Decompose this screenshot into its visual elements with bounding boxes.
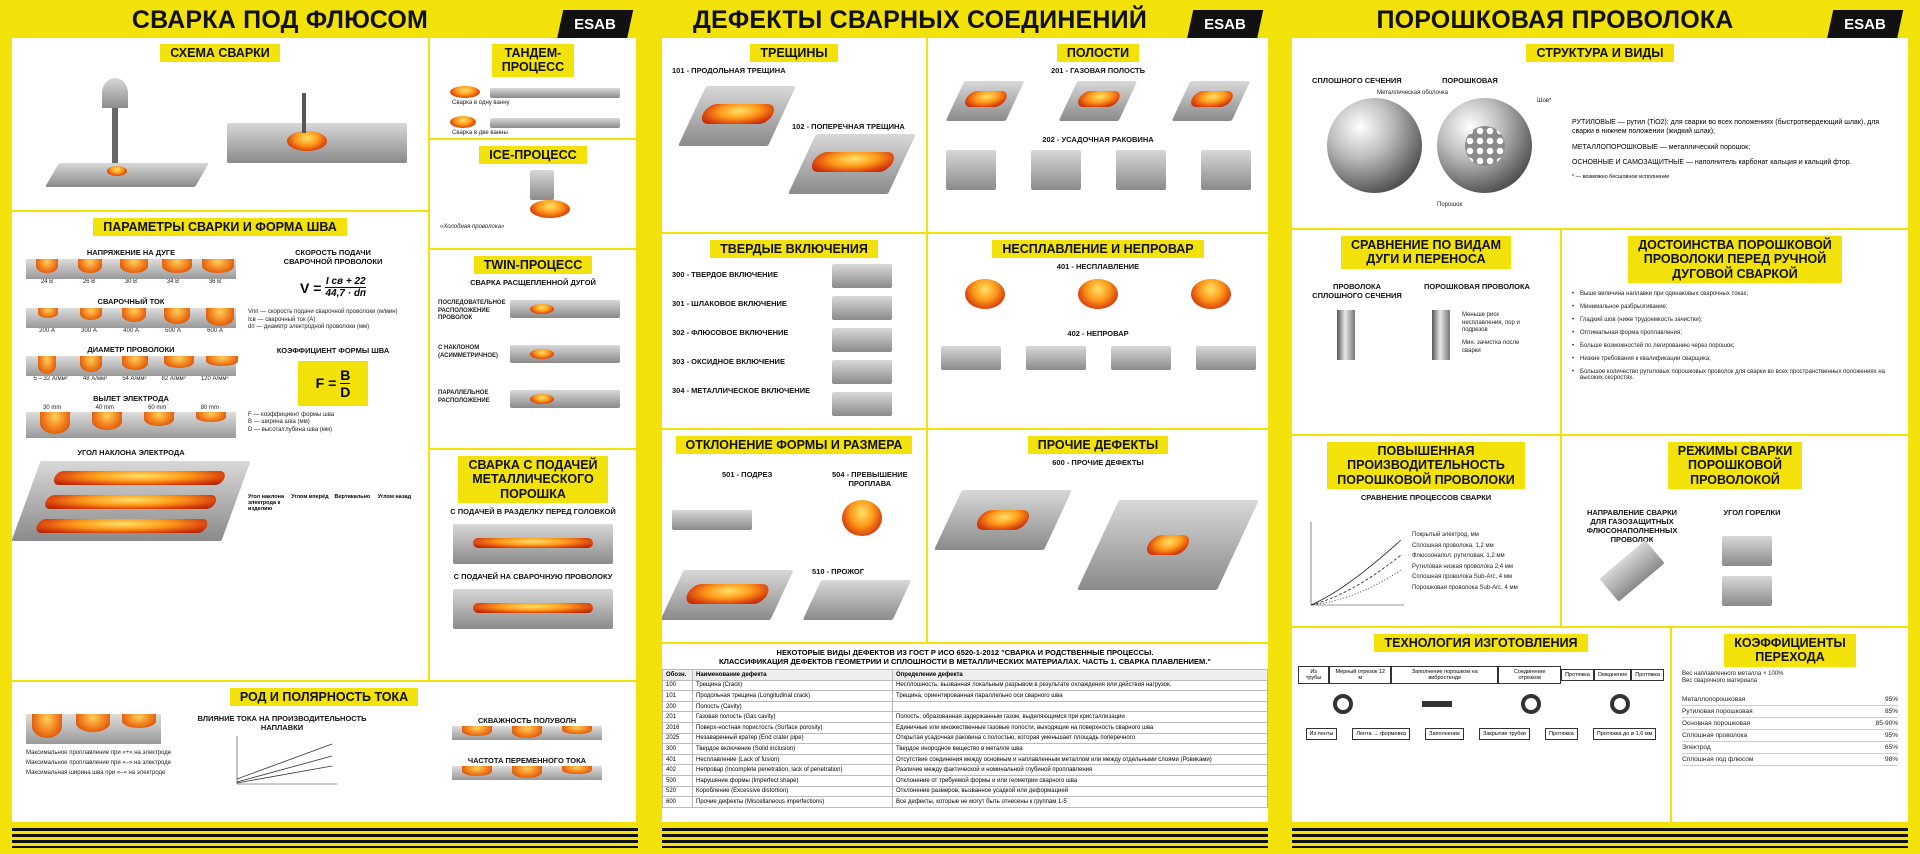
table-cell: Различие между фактической и номинальной глубиной проплавления bbox=[893, 765, 1268, 776]
coef-row bbox=[1682, 730, 1898, 742]
defect-item: 402 - НЕПРОВАР bbox=[1067, 329, 1129, 339]
speed-heading: СКОРОСТЬ ПОДАЧИ СВАРОЧНОЙ ПРОВОЛОКИ bbox=[283, 248, 383, 266]
poster-title: СВАРКА ПОД ФЛЮСОМ bbox=[131, 6, 429, 34]
table-header: Наименование дефекта bbox=[693, 670, 893, 681]
pol-legend: Максимальная ширина шва при «–» на электроде bbox=[26, 770, 166, 776]
table-cell: 200 bbox=[663, 701, 693, 712]
pol-subtitle: ВЛИЯНИЕ ТОКА НА ПРОИЗВОДИТЕЛЬНОСТЬ НАПЛАВКИ bbox=[197, 714, 367, 732]
section-twin bbox=[430, 250, 638, 450]
poster-submerged-arc bbox=[0, 0, 650, 854]
table-cell: Незаваренный кратер (End crater pipe) bbox=[693, 733, 893, 744]
advantage-item: • Гладкий шов (ниже трудоемкость зачистки); bbox=[1580, 317, 1904, 323]
section-heading: РЕЖИМЫ СВАРКИ ПОРОШКОВОЙ ПРОВОЛОКОЙ bbox=[1668, 442, 1803, 489]
process-step: Протяжка bbox=[1561, 669, 1594, 681]
wire-types: РУТИЛОВЫЕ — рутил (TiO2): для сварки во всех положениях (быстротвердеющий шлак), для сварки в нижнем положении (жидкий шлак); МЕТАЛЛОПОРОШКОВЫЕ — металлический порошок; ОСНОВНЫЕ И САМОЗАЩИТНЫЕ — наполнитель карбонат кальция и кальций фтор. * — возможно бесшовное исполнение bbox=[1572, 119, 1880, 180]
table-row bbox=[663, 680, 1268, 691]
section-heading: ПРОЧИЕ ДЕФЕКТЫ bbox=[1028, 436, 1169, 454]
prod-legend bbox=[1412, 532, 1557, 595]
modes-subtitle: НАПРАВЛЕНИЕ СВАРКИ ДЛЯ ГАЗОЗАЩИТНЫХ ФЛЮСОНАПОЛНЕННЫХ ПРОВОЛОК bbox=[1586, 508, 1678, 544]
coef-label: Электрод bbox=[1682, 743, 1711, 751]
stickout-beads bbox=[26, 412, 236, 438]
solid-label: СПЛОШНОГО СЕЧЕНИЯ bbox=[1312, 76, 1402, 85]
coef-value: 95% bbox=[1884, 731, 1898, 739]
section-other bbox=[928, 430, 1268, 644]
process-step: Протяжка до ø 1,6 мм bbox=[1593, 728, 1657, 740]
table-cell bbox=[893, 701, 1268, 712]
section-advantages bbox=[1562, 230, 1908, 436]
section-shape bbox=[662, 430, 928, 644]
defect-item: 304 - МЕТАЛЛИЧЕСКОЕ ВКЛЮЧЕНИЕ bbox=[672, 386, 811, 395]
coef-value: 85% bbox=[1884, 707, 1898, 715]
table-row bbox=[663, 691, 1268, 702]
table-cell: 300 bbox=[663, 744, 693, 755]
section-heading: ДОСТОИНСТВА ПОРОШКОВОЙ ПРОВОЛОКИ ПЕРЕД РУЧНОЙ ДУГОВОЙ СВАРКОЙ bbox=[1628, 236, 1842, 283]
legend-item: Флюсоонапол. рутиловая, 1,2 мм bbox=[1412, 553, 1505, 559]
coef-formula: Вес наплавленного металла × 100% Вес сварочного материала bbox=[1682, 670, 1784, 685]
coef-value: 95% bbox=[1884, 695, 1898, 703]
diameter-heading: ДИАМЕТР ПРОВОЛОКИ bbox=[87, 345, 175, 354]
section-heading: ICE-ПРОЦЕСС bbox=[479, 146, 586, 164]
stickout-ticks: 30 mm 40 mm 60 mm 80 mm bbox=[43, 404, 219, 411]
coef-row bbox=[1682, 694, 1898, 706]
prod-subtitle: СРАВНЕНИЕ ПРОЦЕССОВ СВАРКИ bbox=[1360, 493, 1492, 503]
logo-text: ESAB bbox=[1844, 16, 1886, 33]
table-cell: Трещина, ориентированная параллельно оси сварного шва bbox=[893, 691, 1268, 702]
table-cell: Твердое инородное вещество в металле шва bbox=[893, 744, 1268, 755]
section-fusion bbox=[928, 234, 1268, 430]
defect-item: 504 - ПРЕВЫШЕНИЕ ПРОПЛАВА bbox=[832, 470, 908, 488]
pol-legend: Максимальное проплавление при «–» на электроде bbox=[26, 760, 171, 766]
table-cell: 600 bbox=[663, 797, 693, 808]
table-cell: 402 bbox=[663, 765, 693, 776]
process-step: Мерный отрезок 12 м bbox=[1329, 666, 1391, 684]
legend-item: Порошковая проволока Sub-Arc, 4 мм bbox=[1412, 584, 1518, 591]
table-cell: Открытая усадочная раковина с полостью, которая уменьшает площадь поперечного bbox=[893, 733, 1268, 744]
poster-weld-defects bbox=[650, 0, 1280, 854]
section-heading: ТАНДЕМ- ПРОЦЕСС bbox=[492, 44, 574, 77]
voltage-ticks: 24 В 26 В 30 В 34 В 36 В bbox=[40, 279, 222, 285]
advantage-item: • Минимальное разбрызгивание; bbox=[1580, 304, 1904, 310]
modes-subtitle: УГОЛ ГОРЕЛКИ bbox=[1723, 508, 1781, 517]
twin-label: ПОСЛЕДОВАТЕЛЬНОЕ РАСПОЛОЖЕНИЕ ПРОВОЛОК bbox=[438, 300, 506, 321]
pol-subtitle: СКВАЖНОСТЬ ПОЛУВОЛН bbox=[477, 716, 577, 725]
section-heading: НЕСПЛАВЛЕНИЕ И НЕПРОВАР bbox=[992, 240, 1203, 258]
table-header-row bbox=[663, 670, 1268, 681]
defect-item: 501 - ПОДРЕЗ bbox=[722, 470, 773, 479]
table-cell: 500 bbox=[663, 775, 693, 786]
coef-label: Рутиловая порошковая bbox=[1682, 707, 1753, 715]
defect-item: 202 - УСАДОЧНАЯ РАКОВИНА bbox=[1042, 135, 1154, 145]
tech-row bbox=[1298, 728, 1664, 740]
table-cell: Непровар (Incomplete penetration, lack of penetration) bbox=[693, 765, 893, 776]
table-row bbox=[663, 754, 1268, 765]
table-cell: Единичные или множественные газовые полости, выходящие на поверхность сварного шва bbox=[893, 722, 1268, 733]
defect-item: 102 - ПОПЕРЕЧНАЯ ТРЕЩИНА bbox=[792, 122, 905, 131]
process-step: Протяжка bbox=[1545, 728, 1578, 740]
process-step: Лента → формовка bbox=[1352, 728, 1410, 740]
table-cell: Твердое включение (Solid inclusion) bbox=[693, 744, 893, 755]
poster-flux-cored-wire bbox=[1280, 0, 1920, 854]
section-heading: ТВЕРДЫЕ ВКЛЮЧЕНИЯ bbox=[710, 240, 878, 258]
section-modes bbox=[1562, 436, 1908, 628]
tech-row bbox=[1298, 666, 1664, 684]
solid-list bbox=[672, 268, 810, 397]
table-cell: 520 bbox=[663, 786, 693, 797]
section-scheme bbox=[12, 38, 430, 212]
compare-label: ПРОВОЛОКА СПЛОШНОГО СЕЧЕНИЯ bbox=[1312, 282, 1402, 300]
solid-wire-section bbox=[1327, 98, 1422, 193]
pol-chart bbox=[232, 734, 342, 789]
table-cell: 2016 bbox=[663, 722, 693, 733]
coef-legend: D — высота/глубина шва (мм) bbox=[248, 426, 333, 433]
coef-label: Сплошная под флюсом bbox=[1682, 755, 1754, 763]
coef-heading: КОЭФФИЦИЕНТ ФОРМЫ ШВА bbox=[276, 345, 390, 355]
advantage-item: • Больше возможностей по легированию через порошок; bbox=[1580, 343, 1904, 349]
defect-item: 401 - НЕСПЛАВЛЕНИЕ bbox=[1056, 262, 1140, 272]
flux-label: ПОРОШКОВАЯ bbox=[1442, 76, 1498, 85]
legend-item: Покрытый электрод, мм bbox=[1412, 532, 1479, 538]
section-heading: ПОЛОСТИ bbox=[1057, 44, 1139, 62]
seam-label: Шов* bbox=[1537, 98, 1552, 104]
scheme-section-diagram bbox=[227, 93, 407, 183]
speed-legend: dп — диаметр электродной проволоки (мм) bbox=[248, 324, 370, 330]
section-heading: ПОВЫШЕННАЯ ПРОИЗВОДИТЕЛЬНОСТЬ ПОРОШКОВОЙ ПРОВОЛОКИ bbox=[1327, 442, 1525, 489]
table-cell: 401 bbox=[663, 754, 693, 765]
coef-table bbox=[1682, 694, 1898, 766]
bottom-stripes bbox=[1292, 828, 1908, 848]
table-cell: Прочие дефекты (Miscellaneous imperfections) bbox=[693, 797, 893, 808]
process-step: Соединение отрезков bbox=[1498, 666, 1561, 684]
section-compare bbox=[1292, 230, 1562, 436]
advantage-item: • Оптимальная форма проплавления; bbox=[1580, 330, 1904, 336]
params-left bbox=[26, 246, 236, 541]
angle-diagram bbox=[12, 461, 251, 541]
defect-item: 101 - ПРОДОЛЬНАЯ ТРЕЩИНА bbox=[672, 66, 786, 76]
poster-board bbox=[662, 38, 1268, 822]
poster-title: ПОРОШКОВАЯ ПРОВОЛОКА bbox=[1376, 6, 1734, 34]
esab-logo bbox=[557, 10, 633, 40]
legend-item: Сплошная проволока, 1,2 мм bbox=[1412, 542, 1494, 549]
table-cell: Полость (Cavity) bbox=[693, 701, 893, 712]
section-structure bbox=[1292, 38, 1908, 230]
section-heading: РОД И ПОЛЯРНОСТЬ ТОКА bbox=[230, 688, 418, 706]
coef-value: 85-90% bbox=[1875, 719, 1898, 727]
section-technology bbox=[1292, 628, 1672, 822]
process-step: Протяжка bbox=[1631, 669, 1664, 681]
section-cracks bbox=[662, 38, 928, 234]
current-beads bbox=[26, 308, 236, 328]
table-cell: Все дефекты, которые не могут быть отнесены к группам 1-5 bbox=[893, 797, 1268, 808]
table-header: Обозн. bbox=[663, 670, 693, 681]
speed-legend: Vпп — скорость подачи сварочной проволоки (м/мин) bbox=[248, 309, 398, 315]
table-cell: Полость, образованная задержанным газом, выделяющимся при кристаллизации bbox=[893, 712, 1268, 723]
table-row bbox=[663, 722, 1268, 733]
process-step: Из ленты bbox=[1306, 728, 1338, 740]
poster-board bbox=[1292, 38, 1908, 822]
speed-formula: V = I св + 22 44,7 · dп bbox=[299, 276, 367, 299]
process-step: Заполнение bbox=[1425, 728, 1464, 740]
defect-item: 600 - ПРОЧИЕ ДЕФЕКТЫ bbox=[1052, 458, 1144, 468]
section-heading: СХЕМА СВАРКИ bbox=[160, 44, 280, 62]
section-heading: ОТКЛОНЕНИЕ ФОРМЫ И РАЗМЕРА bbox=[676, 436, 913, 454]
logo-text: ESAB bbox=[574, 16, 616, 33]
polarity-beads bbox=[26, 714, 161, 744]
section-tandem bbox=[430, 38, 638, 140]
table-body bbox=[663, 680, 1268, 807]
section-heading: ПАРАМЕТРЫ СВАРКИ И ФОРМА ШВА bbox=[93, 218, 347, 236]
twin-subtitle: СВАРКА РАСЩЕПЛЕННОЙ ДУГОЙ bbox=[470, 278, 596, 288]
poster-title: ДЕФЕКТЫ СВАРНЫХ СОЕДИНЕНИЙ bbox=[692, 6, 1148, 34]
advantage-item: • Большое количество рутиловых порошковых проволок для сварки во всех пространственных положениях на высоких скоростях. bbox=[1580, 369, 1904, 381]
section-polarity bbox=[12, 682, 638, 822]
coef-label: Сплошная проволока bbox=[1682, 731, 1748, 739]
angle-heading: УГОЛ НАКЛОНА ЭЛЕКТРОДА bbox=[77, 448, 185, 457]
speed-legend: Iсв — сварочный ток (А) bbox=[248, 316, 316, 323]
productivity-chart bbox=[1306, 520, 1406, 610]
table-header: Определение дефекта bbox=[893, 670, 1268, 681]
section-heading: СТРУКТУРА И ВИДЫ bbox=[1526, 44, 1673, 62]
table-cell: Несплавление (Lack of fusion) bbox=[693, 754, 893, 765]
process-step: Из трубы bbox=[1298, 666, 1329, 684]
params-right bbox=[248, 246, 418, 512]
table-row bbox=[663, 775, 1268, 786]
compare-note: Мин. зачистка после сварки bbox=[1462, 340, 1520, 354]
defect-item: 510 - ПРОЖОГ bbox=[812, 567, 864, 576]
voltage-beads bbox=[26, 259, 236, 279]
legend-item: Сплошная проволока Sub-Arc, 4 мм bbox=[1412, 574, 1513, 580]
diameter-beads bbox=[26, 356, 236, 376]
table-cell: Отклонение от требуемой формы и или геометрии сварного шва bbox=[893, 775, 1268, 786]
process-step: Заполнение порошком на вибростенде bbox=[1391, 666, 1498, 684]
coef-row bbox=[1682, 718, 1898, 730]
powder-label: Порошок bbox=[1437, 202, 1463, 208]
section-heading: TWIN-ПРОЦЕСС bbox=[474, 256, 593, 274]
section-defect-table bbox=[662, 644, 1268, 822]
bottom-stripes bbox=[662, 828, 1268, 848]
process-step: Омеднение bbox=[1594, 669, 1631, 681]
advantages-list bbox=[1570, 291, 1904, 381]
table-row bbox=[663, 797, 1268, 808]
table-row bbox=[663, 701, 1268, 712]
tandem-label: Сварка в две ванны bbox=[452, 130, 508, 136]
table-cell: 2025 bbox=[663, 733, 693, 744]
coef-legend: F — коэффициент формы шва bbox=[248, 411, 335, 418]
poster-board bbox=[12, 38, 638, 822]
table-cell: 201 bbox=[663, 712, 693, 723]
defect-item: 302 - ФЛЮСОВОЕ ВКЛЮЧЕНИЕ bbox=[672, 328, 789, 337]
table-cell: Газовая полость (Gas cavity) bbox=[693, 712, 893, 723]
table-cell: Продольная трещина (Longitudinal crack) bbox=[693, 691, 893, 702]
flux-wire-section bbox=[1437, 98, 1532, 193]
voltage-heading: НАПРЯЖЕНИЕ НА ДУГЕ bbox=[86, 248, 176, 257]
section-heading: ТРЕЩИНЫ bbox=[750, 44, 837, 62]
advantage-item: • Низкие требования к квалификации сварщика; bbox=[1580, 356, 1904, 362]
pol-legend: Максимальное проплавление при «+» на электроде bbox=[26, 750, 172, 756]
esab-logo bbox=[1187, 10, 1263, 40]
section-heading: КОЭФФИЦИЕНТЫ ПЕРЕХОДА bbox=[1724, 634, 1856, 667]
ice-note: «Холодная проволока» bbox=[440, 224, 505, 230]
defect-table bbox=[662, 669, 1268, 808]
table-cell: Поверх-ностная пористость (Surface porosity) bbox=[693, 722, 893, 733]
bottom-stripes bbox=[12, 828, 638, 848]
defect-item: 303 - ОКСИДНОЕ ВКЛЮЧЕНИЕ bbox=[672, 357, 785, 366]
section-solid-inclusions bbox=[662, 234, 928, 430]
defect-item: 301 - ШЛАКОВОЕ ВКЛЮЧЕНИЕ bbox=[672, 299, 787, 308]
defect-item: 201 - ГАЗОВАЯ ПОЛОСТЬ bbox=[1050, 66, 1146, 76]
stickout-heading: ВЫЛЕТ ЭЛЕКТРОДА bbox=[93, 393, 169, 403]
coef-label: Основная порошковая bbox=[1682, 719, 1751, 727]
section-metal-powder bbox=[430, 450, 638, 682]
coef-row bbox=[1682, 742, 1898, 754]
section-heading: ТЕХНОЛОГИЯ ИЗГОТОВЛЕНИЯ bbox=[1374, 634, 1587, 652]
table-cell: Коробление (Excessive distortion) bbox=[693, 786, 893, 797]
logo-text: ESAB bbox=[1204, 16, 1246, 33]
current-heading: СВАРОЧНЫЙ ТОК bbox=[97, 296, 165, 306]
pol-subtitle: ЧАСТОТА ПЕРЕМЕННОГО ТОКА bbox=[467, 756, 587, 765]
compare-note: Меньше риск несплавления, пор и подрезов bbox=[1462, 312, 1520, 333]
table-row bbox=[663, 765, 1268, 776]
diameter-ticks: 5 – 32 А/мм² 48 А/мм² 54 А/мм² 82 А/мм² 120 А/мм² bbox=[33, 376, 229, 382]
coef-formula: F = $\frac{B}{D}$ bbox=[298, 361, 368, 406]
twin-label: С НАКЛОНОМ (АСИММЕТРИЧНОЕ) bbox=[438, 345, 499, 359]
advantage-item: • Выше величина наплавки при одинаковых сварочных токах; bbox=[1580, 291, 1904, 297]
table-row bbox=[663, 744, 1268, 755]
table-cell: Трещина (Crack) bbox=[693, 680, 893, 691]
twin-label: ПАРАЛЛЕЛЬНОЕ РАСПОЛОЖЕНИЕ bbox=[438, 390, 490, 404]
process-step: Закрытие трубки bbox=[1479, 728, 1530, 740]
coef-row bbox=[1682, 754, 1898, 766]
table-row bbox=[663, 712, 1268, 723]
table-cell: 101 bbox=[663, 691, 693, 702]
coef-legend: B — ширина шва (мм) bbox=[248, 419, 310, 425]
table-row bbox=[663, 733, 1268, 744]
section-ice bbox=[430, 140, 638, 250]
table-cell: Несплошность, вызванная локальным разрывом в результате охлаждения или действия нагрузок. bbox=[893, 680, 1268, 691]
table-cell: Отклонение размеров, вызванное усадкой или деформацией bbox=[893, 786, 1268, 797]
section-heading: СВАРКА С ПОДАЧЕЙ МЕТАЛЛИЧЕСКОГО ПОРОШКА bbox=[458, 456, 607, 503]
angle-table: Угол наклона электрода к изделию Углом вперёд Вертикально Углом назад bbox=[248, 494, 412, 512]
legend-item: Рутиловая низкая проволока 2,4 мм bbox=[1412, 563, 1513, 570]
table-title: НЕКОТОРЫЕ ВИДЫ ДЕФЕКТОВ ИЗ ГОСТ Р ИСО 6520-1-2012 "СВАРКА И РОДСТВЕННЫЕ ПРОЦЕССЫ. КЛАССИФИКАЦИЯ ДЕФЕКТОВ ГЕОМЕТРИИ И СПЛОШНОСТИ В МЕТАЛЛИЧЕСКИХ МАТЕРИАЛАХ. ЧАСТЬ 1. СВАРКА ПЛАВЛЕНИЕМ." bbox=[719, 648, 1211, 666]
current-ticks: 200 А 300 А 400 А 500 А 600 А bbox=[39, 327, 223, 334]
coef-value: 98% bbox=[1884, 755, 1898, 763]
section-cavities bbox=[928, 38, 1268, 234]
compare-label: ПОРОШКОВАЯ ПРОВОЛОКА bbox=[1424, 282, 1530, 291]
table-row bbox=[663, 786, 1268, 797]
coef-row bbox=[1682, 706, 1898, 718]
section-productivity bbox=[1292, 436, 1562, 628]
defect-item: 300 - ТВЕРДОЕ ВКЛЮЧЕНИЕ bbox=[672, 270, 778, 279]
coef-value: 65% bbox=[1884, 743, 1898, 751]
coef-label: Металлопорошковая bbox=[1682, 695, 1746, 703]
esab-logo bbox=[1827, 10, 1903, 40]
table-cell: Отсутствие соединения между основным и наплавленным металлом или между отдельными слоями (Ровиками) bbox=[893, 754, 1268, 765]
tandem-label: Сварка в одну ванну bbox=[452, 100, 510, 106]
section-params bbox=[12, 212, 430, 682]
section-heading: СРАВНЕНИЕ ПО ВИДАМ ДУГИ И ПЕРЕНОСА bbox=[1341, 236, 1511, 269]
mp-subtitle: С ПОДАЧЕЙ НА СВАРОЧНУЮ ПРОВОЛОКУ bbox=[453, 572, 613, 582]
table-cell: Нарушение формы (Imperfect shape) bbox=[693, 775, 893, 786]
table-cell: 100 bbox=[663, 680, 693, 691]
section-coefficients bbox=[1672, 628, 1908, 822]
scheme-diagram bbox=[52, 78, 202, 198]
mp-subtitle: С ПОДАЧЕЙ В РАЗДЕЛКУ ПЕРЕД ГОЛОВКОЙ bbox=[450, 507, 616, 517]
sheath-label: Металлическая оболочка bbox=[1377, 90, 1449, 96]
